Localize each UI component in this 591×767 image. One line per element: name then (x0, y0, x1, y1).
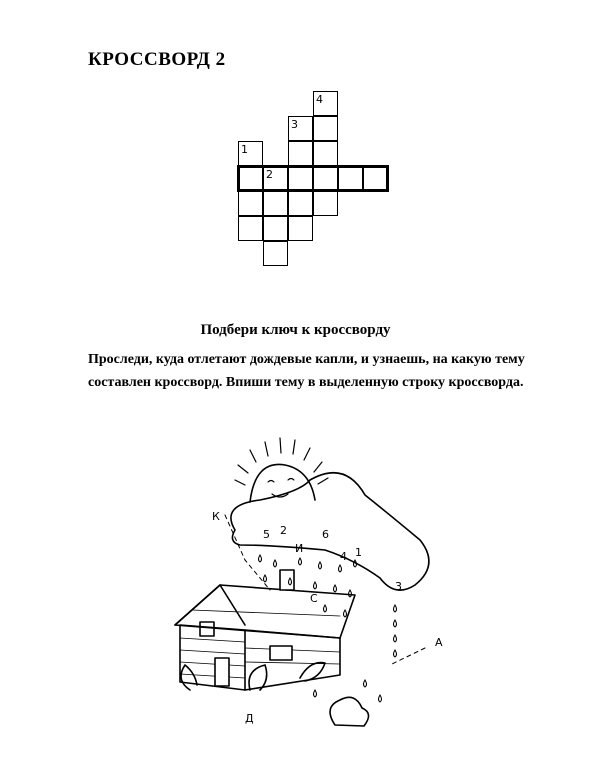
rain-letter-i: И (295, 542, 304, 555)
cloud-number-4: 4 (340, 550, 347, 563)
house-window (270, 646, 292, 660)
crossword-cell[interactable] (338, 166, 363, 191)
chimney (280, 570, 294, 590)
cloud-number-6: 6 (322, 528, 329, 541)
crossword-cell[interactable] (313, 141, 338, 166)
rain-letter-a: А (435, 636, 443, 649)
crossword-cell[interactable] (288, 191, 313, 216)
house-door (215, 658, 229, 686)
crossword-cell[interactable] (313, 116, 338, 141)
clue-number-4: 4 (316, 93, 323, 106)
cloud-number-1: 1 (355, 546, 362, 559)
cloud-number-5: 5 (263, 528, 270, 541)
rain-letter-d: Д (245, 712, 254, 725)
cloud-number-2: 2 (280, 524, 287, 537)
rain-house-illustration (150, 420, 470, 760)
rain-letter-s: С (310, 592, 318, 605)
crossword-cell[interactable] (313, 166, 338, 191)
crossword-cell[interactable] (238, 216, 263, 241)
instruction-text: Проследи, куда отлетают дождевые капли, и узнаешь, на какую тему составлен кроссворд. Впиши тему в выделенную строку кроссворда. (88, 352, 525, 390)
crossword-cell[interactable] (263, 191, 288, 216)
crossword-cell[interactable] (288, 166, 313, 191)
bush-icon (330, 697, 369, 726)
clue-number-1: 1 (241, 143, 248, 156)
crossword-grid (0, 0, 591, 300)
crossword-cell[interactable] (313, 191, 338, 216)
crossword-cell[interactable] (363, 166, 388, 191)
cloud-number-3: 3 (395, 580, 402, 593)
attic-window (200, 622, 214, 636)
crossword-cell[interactable] (288, 141, 313, 166)
crossword-cell[interactable] (238, 166, 263, 191)
crossword-cell[interactable] (263, 216, 288, 241)
clue-number-2: 2 (266, 168, 273, 181)
rain-letter-k: К (212, 510, 220, 523)
page-title: КРОССВОРД 2 (88, 49, 226, 70)
cloud-icon (231, 473, 429, 590)
clue-number-3: 3 (291, 118, 298, 131)
section-subtitle: Подбери ключ к кроссворду (200, 322, 391, 338)
crossword-cell[interactable] (238, 191, 263, 216)
crossword-cell[interactable] (263, 241, 288, 266)
crossword-cell[interactable] (288, 216, 313, 241)
